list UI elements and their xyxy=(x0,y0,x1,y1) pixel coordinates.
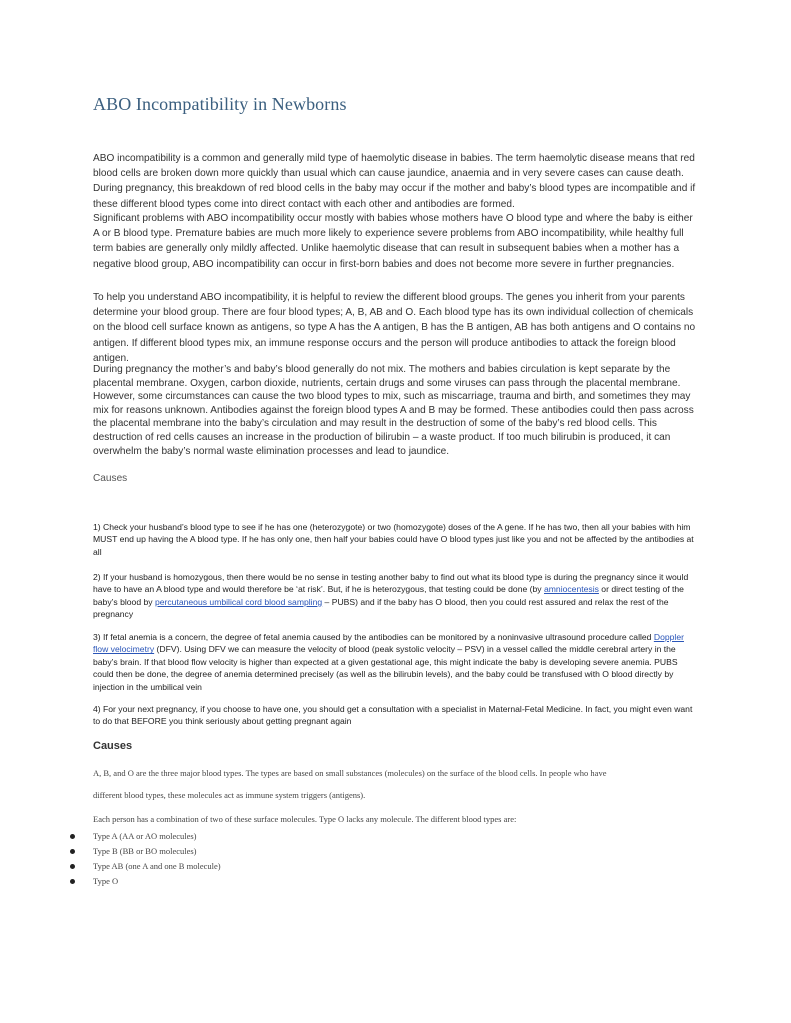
advice-item-2-text-a: 2) If your husband is homozygous, then there would be no sense in testing another baby to find out what its blood type is during the pregnancy since it would have to have an A blood type and would therefore be ‘at risk’. But, if he is heterozygous, that testing could be done (by xyxy=(93,572,689,595)
bullet-icon xyxy=(70,834,75,839)
advice-item-4: 4) For your next pregnancy, if you choose to have one, you should get a consultation with a specialist in Maternal-Fetal Medicine. In fact, you might even want to do that BEFORE you think seriously about getting pregnant again xyxy=(93,704,693,727)
page-title: ABO Incompatibility in Newborns xyxy=(93,94,347,114)
causes-heading-bold: Causes xyxy=(93,740,133,752)
list-item-label: Type AB (one A and one B molecule) xyxy=(93,861,221,871)
amniocentesis-link[interactable]: amniocentesis xyxy=(543,584,599,595)
advice-item-3-text-b: (DFV). Using DFV we can measure the velocity of blood (peak systolic velocity – PSV) in a vessel called the middle cerebral artery in the baby’s brain. If that blood flow velocity is higher than expected at a given gestational age, this might indicate the baby is developing severe anemia. PUBS could then be done, the degree of anemia determined precisely (as well as the bilirubin levels), and the baby could be transfused with O blood directly by injection in the umbilical vein xyxy=(93,644,678,692)
causes-heading: Causes xyxy=(93,473,128,484)
pregnancy-paragraph: During pregnancy the mother’s and baby’s blood generally do not mix. The mothers and babies circulation is kept separate by the placental membrane. Oxygen, carbon dioxide, nutrients, certain drugs and some viruses can pass through the placental membrane. However, some circumstances can cause the two blood types to mix, such as miscarriage, trauma and birth, and sometimes they may mix for reasons unknown. Antibodies against the foreign blood types A and B may be formed. These antibodies could then pass across the placental membrane into the baby’s circulation and may result in the destruction of some of the baby’s red blood cells. This destruction of red cells causes an increase in the production of bilirubin – a waste product. If too much bilirubin is produced, it can overwhelm the baby’s normal waste elimination processes and lead to jaundice. xyxy=(93,364,694,457)
bullet-icon xyxy=(70,849,75,854)
problems-paragraph: Significant problems with ABO incompatibility occur mostly with babies whose mothers have O blood type and where the baby is either A or B blood type. Premature babies are much more likely to experience severe problems from ABO incompatibility, while healthy full term babies are generally only mildly affected. Unlike haemolytic disease that can result in subsequent babies when a mother has a negative blood group, ABO incompatibility can occur in first-born babies and does not become more severe in further pregnancies. xyxy=(93,213,693,270)
bullet-icon xyxy=(70,864,75,869)
advice-item-2 xyxy=(93,571,698,621)
doppler-link[interactable]: Doppler flow velocimetry xyxy=(93,632,684,655)
pubs-link[interactable]: percutaneous umbilical cord blood sampling xyxy=(154,596,323,607)
blood-types-text-2: different blood types, these molecules act as immune system triggers (antigens). xyxy=(93,790,366,800)
blood-groups-paragraph: To help you understand ABO incompatibility, it is helpful to review the different blood groups. The genes you inherit from your parents determine your blood group. There are four blood types; A, B, AB and O. Each blood type has its own individual collection of chemicals on the blood cell surface known as antigens, so type A has the A antigen, B has the B antigen, AB has both antigens and O contains no antigen. If different blood types mix, an immune response occurs and the person will produce antibodies to attack the foreign blood antigen. xyxy=(93,292,696,364)
list-item-label: Type A (AA or AO molecules) xyxy=(93,831,197,841)
advice-item-3-text-a: 3) If fetal anemia is a concern, the degree of fetal anemia caused by the antibodies can be monitored by a noninvasive ultrasound procedure called xyxy=(93,632,654,642)
advice-item-2-text-c: – PUBS) and if the baby has O blood, then you could rest assured and relax the rest of the pregnancy xyxy=(93,596,669,620)
blood-types-text-3: Each person has a combination of two of these surface molecules. Type O lacks any molecule. The different blood types are: xyxy=(93,814,517,824)
advice-item-3 xyxy=(93,631,698,693)
list-item-label: Type O xyxy=(93,876,119,886)
blood-types-text-1: A, B, and O are the three major blood types. The types are based on small substances (molecules) on the surface of the blood cells. In people who have xyxy=(93,768,607,778)
list-item-label: Type B (BB or BO molecules) xyxy=(93,846,197,856)
bullet-icon xyxy=(70,879,75,884)
intro-paragraph: ABO incompatibility is a common and generally mild type of haemolytic disease in babies. The term haemolytic disease means that red blood cells are broken down more quickly than usual which can cause jaundice, anaemia and in very severe cases can cause death. During pregnancy, this breakdown of red blood cells in the baby may occur if the mother and baby’s blood types are incompatible and if these different blood types come into direct contact with each other and antibodies are formed. xyxy=(93,153,696,210)
advice-item-2-text-b: or direct testing of the baby’s blood by xyxy=(93,584,684,607)
advice-item-1: 1) Check your husband’s blood type to see if he has one (heterozygote) or two (homozygote) doses of the A gene. If he has two, then all your babies with him MUST end up having the A blood type. If he has only one, then half your babies could have O blood types just like you and not be affected by the antibodies at all xyxy=(93,522,694,557)
